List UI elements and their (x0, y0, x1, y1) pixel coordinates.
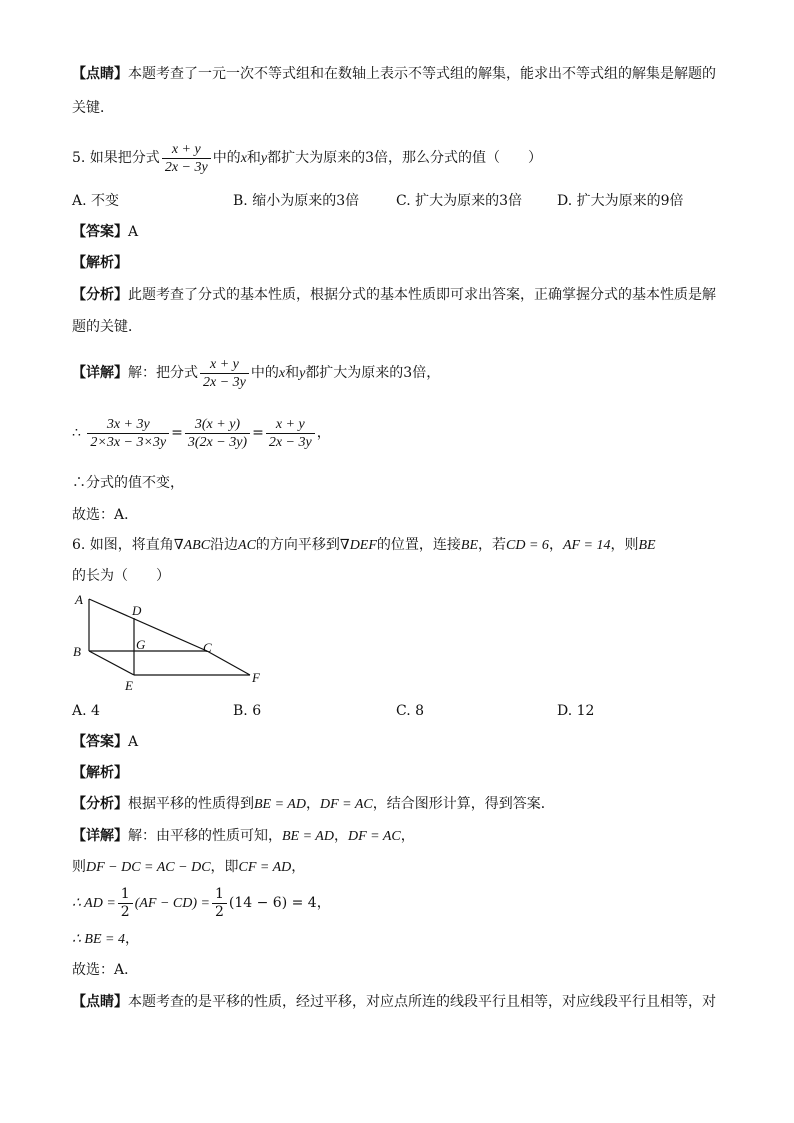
dianjing-tag: 【点睛】 (72, 66, 128, 82)
q5-var-y: y (260, 151, 268, 166)
edge-cf (207, 651, 250, 675)
eq-frac-1-den: 2×3x − 3×3y (90, 434, 167, 450)
eq-frac-3 (266, 416, 315, 451)
q6-ad-rhs: (14 − 6) = 4 (228, 895, 317, 911)
half-den-1: 2 (120, 903, 130, 920)
label-e: E (125, 678, 133, 693)
q5-xj-var-y: y (299, 366, 306, 381)
q5-option-d: D. 扩大为原来的9倍 (557, 193, 684, 209)
dianjing-text-2: 关键． (72, 100, 114, 116)
label-g: G (136, 637, 146, 652)
q6-triangle-abc: ∇ABC (173, 538, 211, 553)
q6-ad-end: ， (316, 895, 331, 911)
q6-fenxi-line (72, 794, 555, 815)
q5-option-a: A. 不变 (72, 193, 120, 209)
q6-be-line (72, 929, 139, 950)
q6-be-end: ， (124, 931, 139, 947)
half-den-2: 2 (214, 903, 224, 920)
q6-fenxi-c: ，结合图形计算，得到答案． (372, 796, 555, 812)
label-d: D (132, 603, 142, 618)
q5-mid: 中的 (212, 150, 241, 166)
q5-suffix: 都扩大为原来的3倍，那么分式的值（ ） (267, 150, 543, 166)
q5-xj-frac-num: x + y (200, 356, 249, 374)
q5-choose: 故选：A． (72, 507, 139, 523)
eq-frac-2 (185, 416, 250, 451)
q6-stem-d: 的位置，连接 (376, 537, 461, 553)
label-c: C (203, 640, 212, 655)
q6-xj-a: 解：由平移的性质可知， (128, 828, 282, 844)
q6-be-result: ∴ BE = 4 (72, 932, 125, 947)
q5-stem (72, 140, 542, 177)
half-num-2: 1 (212, 886, 227, 904)
half-num-1: 1 (118, 886, 133, 904)
q6-dianjing-text: 本题考查的是平移的性质，经过平移，对应点所连的线段平行且相等，对应线段平行且相等，对 (128, 994, 716, 1010)
q5-fenxi-text: 此题考查了分式的基本性质，根据分式的基本性质即可求出答案，正确掌握分式的基本性质是解 (128, 287, 716, 303)
q6-expr-2: CF = AD (238, 860, 292, 875)
dianjing-text: 本题考查了一元一次不等式组和在数轴上表示不等式组的解集，能求出不等式组的解集是解题的 (128, 66, 716, 82)
q6-option-c: C. 8 (396, 703, 425, 719)
eq-comma: ， (316, 425, 331, 441)
fenxi-tag: 【分析】 (72, 287, 128, 303)
eq-frac-1-num: 3x + 3y (87, 416, 169, 434)
eq-frac-2-num: 3(x + y) (185, 416, 250, 434)
q6-be: BE (460, 538, 479, 553)
q5-fenxi-line-2 (72, 317, 142, 337)
q6-option-b: B. 6 (233, 703, 262, 719)
q5-xiangjie-line (72, 355, 440, 392)
dianjing-tag: 【点睛】 (72, 994, 128, 1010)
q6-option-d: D. 12 (557, 703, 595, 719)
q6-triangle-def: ∇DEF (339, 538, 377, 553)
edge-ac (89, 599, 207, 651)
q5-frac-den: 2x − 3y (164, 159, 208, 175)
q6-af-value: AF = 14 (562, 538, 611, 553)
q6-then-a: 则 (72, 859, 86, 875)
q5-equation (72, 413, 331, 453)
q6-stem-c: 的方向平移到 (255, 537, 340, 553)
q6-stem-2: 的长为（ ） (72, 568, 170, 584)
equals-1: = (171, 425, 183, 441)
q6-be-2: BE (638, 538, 656, 553)
label-a: A (75, 592, 83, 607)
xiangjie-tag: 【详解】 (72, 828, 128, 844)
q5-option-c: C. 扩大为原来的3倍 (396, 193, 523, 209)
q5-xj-and: 和 (285, 365, 300, 381)
q6-answer (72, 732, 138, 752)
label-f: F (252, 670, 260, 685)
q6-figure (70, 590, 270, 694)
analysis-tag: 【解析】 (72, 765, 128, 781)
eq-frac-1 (87, 416, 169, 451)
q6-stem-g: ，则 (610, 537, 639, 553)
q5-option-b: B. 缩小为原来的3倍 (233, 193, 360, 209)
q6-ac: AC (238, 538, 256, 553)
q6-answer-value: A (128, 734, 139, 750)
q6-ad-mid: (AF − CD) = (134, 896, 210, 911)
q5-xj-frac-den: 2x − 3y (203, 374, 246, 390)
q6-stem-1 (72, 535, 656, 556)
q6-then-c: ， (291, 859, 306, 875)
q6-ad-lhs: ∴ AD = (72, 896, 116, 911)
xiangjie-tag: 【详解】 (72, 365, 128, 381)
q6-expr-1: DF − DC = AC − DC (86, 860, 211, 875)
q5-fraction (162, 141, 211, 176)
q6-stem-b: 沿边 (210, 537, 239, 553)
q5-answer (72, 222, 138, 242)
q5-xj-prefix: 解：把分式 (128, 365, 198, 381)
q5-xj-suffix: 都扩大为原来的3倍， (305, 365, 441, 381)
q6-then-line (72, 857, 305, 878)
q6-option-a: A. 4 (72, 703, 100, 719)
q6-stem-a: 6. 如图，将直角 (72, 537, 174, 553)
q5-and: 和 (246, 150, 261, 166)
q6-dianjing-line (72, 992, 716, 1012)
q6-ad-line (72, 885, 331, 922)
q5-fenxi-text-2: 题的关键． (72, 319, 142, 335)
q6-fenxi-a: 根据平移的性质得到 (128, 796, 254, 812)
q6-xiangjie-line (72, 826, 415, 847)
fenxi-tag: 【分析】 (72, 796, 128, 812)
label-b: B (73, 644, 81, 659)
therefore-symbol: ∴ (72, 425, 81, 441)
edge-be (89, 651, 134, 675)
q6-cd-value: CD = 6 (506, 538, 549, 553)
q6-xj-c: ， (400, 828, 415, 844)
equals-2: = (252, 425, 264, 441)
q5-var-x: x (240, 151, 247, 166)
eq-frac-3-den: 2x − 3y (268, 434, 312, 450)
eq-frac-2-den: 3(2x − 3y) (187, 434, 248, 450)
q5-conclusion: ∴分式的值不变， (72, 475, 184, 491)
q6-fenxi-b: ， (305, 796, 320, 812)
q6-analysis-tag (72, 763, 128, 783)
q6-df-eq-ac: DF = AC (319, 797, 373, 812)
q5-xj-var-x: x (278, 366, 286, 381)
q6-xj-df-eq-ac: DF = AC (347, 829, 401, 844)
q6-choose: 故选：A． (72, 962, 139, 978)
q5-xj-fraction (200, 356, 249, 391)
dianjing-line-2 (72, 98, 114, 118)
q6-then-b: ，即 (210, 859, 239, 875)
q5-answer-value: A (128, 224, 139, 240)
q5-analysis-tag (72, 253, 128, 273)
q6-be-eq-ad: BE = AD (254, 797, 306, 812)
q6-xj-b: ， (333, 828, 348, 844)
half-frac-2 (212, 886, 227, 921)
dianjing-line-1 (72, 64, 716, 84)
q6-xj-be-eq-ad: BE = AD (282, 829, 334, 844)
q5-fenxi-line-1 (72, 285, 716, 305)
answer-tag: 【答案】 (72, 224, 128, 240)
analysis-tag: 【解析】 (72, 255, 128, 271)
q6-stem-e: ，若 (478, 537, 507, 553)
q5-xj-mid: 中的 (250, 365, 279, 381)
q6-stem-f: ， (548, 537, 563, 553)
q5-prefix: 5. 如果把分式 (72, 150, 160, 166)
half-frac-1 (118, 886, 133, 921)
eq-frac-3-num: x + y (266, 416, 315, 434)
q5-frac-num: x + y (162, 141, 211, 159)
answer-tag: 【答案】 (72, 734, 128, 750)
